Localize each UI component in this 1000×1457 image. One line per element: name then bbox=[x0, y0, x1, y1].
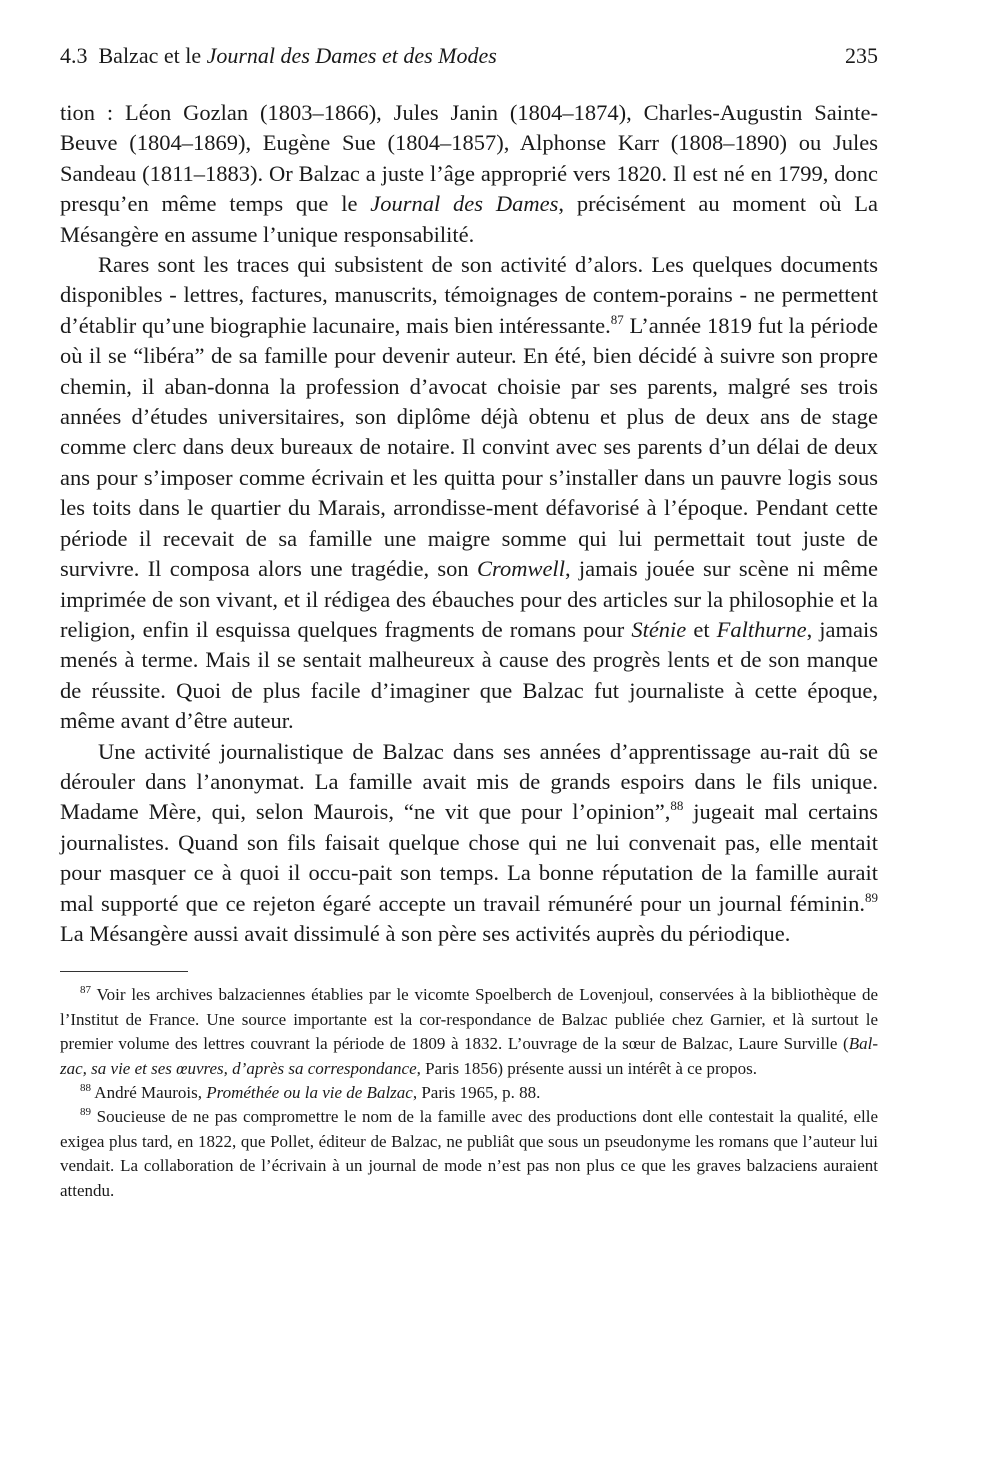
italic-text: Falthurne bbox=[716, 616, 807, 642]
page-number: 235 bbox=[845, 43, 878, 68]
footnote-ref: 88 bbox=[80, 1082, 91, 1094]
running-head bbox=[60, 42, 878, 70]
footnote-ref: 89 bbox=[865, 889, 878, 905]
text-run: jugeait mal certains journalistes. Quand son fils faisait quelque chose qui ne lui convenait pas, elle mentait pour masquer ce à quoi il occu-pait son temps. La bonne réputation de la famille aurait mal supporté que ce rejeton égaré accepte un travail rémunéré pour un journal féminin. bbox=[60, 799, 878, 916]
text-run: , précisément au moment où La Mésangère en assume l’unique responsabilité. bbox=[60, 191, 878, 247]
text-run: , Paris 1965, p. 88. bbox=[412, 1083, 541, 1102]
text-run: , jamais jouée sur scène ni même imprimée de son vivant, et il rédigea des ébauches pour des articles sur la philosophie et la religion, enfin il esquissa quelques fragments de romans pour bbox=[60, 556, 879, 642]
text-run: L’année 1819 fut la période où il se “libéra” de sa famille pour devenir auteur. En été, bien décidé à suivre son propre chemin, il aban-donna la profession d’avocat choisie par ses parents, malgré ses trois années d’études universitaires, son diplôme déjà obtenu et plus de deux ans de stage comme clerc dans deux bureaux de notaire. Il convint avec ses parents d’un délai de deux ans pour s’imposer comme écrivain et les quitta pour s’installer dans un pauvre logis sous les toits dans le quartier du Marais, arrondisse-ment défavorisé à l’époque. Pendant cette période il recevait de sa famille une maigre somme qui lui permettait tout juste de survivre. Il composa alors une tragédie, son bbox=[60, 312, 878, 582]
running-head-title bbox=[60, 42, 497, 70]
footnote-ref: 87 bbox=[80, 984, 91, 997]
text-run: tion : Léon Gozlan (1803–1866), Jules Janin (1804–1874), Charles-Augustin Sainte-Beuve (1804–1869), Eugène Sue (1804–1857), Alphonse Karr (1808–1890) ou Jules Sandeau (1811–1883). Or Balzac a juste l’âge approprié vers 1820. Il est né en 1799, donc presqu’en même temps que le bbox=[60, 100, 878, 217]
text-run: Rares sont les traces qui subsistent de son activité d’alors. Les quelques documents disponibles - lettres, factures, manuscrits, témoignages de contem-porains - ne permettent d’établir qu’une biographie lacunaire, mais bien intéressante. bbox=[60, 252, 878, 338]
main-text bbox=[60, 98, 878, 949]
footnote-ref: 88 bbox=[670, 798, 684, 814]
section-number: 4.3 bbox=[60, 43, 88, 68]
text-run: Voir les archives balzaciennes établies par le vicomte Spoelberch de Lovenjoul, conservées à la bibliothèque de l’Institut de France. Une source importante est la cor-respondance de Balzac publiée chez Garnier, et là surtout le premier volume des lettres couvrant la période de 1809 à 1832. L’ouvrage de la sœur de Balzac, Laure Surville ( bbox=[60, 985, 878, 1054]
paragraph bbox=[60, 98, 878, 250]
paragraph bbox=[60, 250, 878, 737]
italic-text: Bal-zac, sa vie et ses œuvres, d’après sa correspondance bbox=[60, 1034, 878, 1078]
section-title-italic: Journal des Dames et des Modes bbox=[206, 43, 497, 68]
italic-text: Journal des Dames bbox=[370, 191, 559, 217]
footnotes bbox=[60, 983, 878, 1203]
text-run: André Maurois, bbox=[91, 1083, 207, 1102]
footnote-separator bbox=[60, 971, 188, 972]
footnote-89 bbox=[60, 1105, 878, 1203]
text-run: Une activité journalistique de Balzac dans ses années d’apprentissage au-rait dû se dérouler dans l’anonymat. La famille avait mis de grands espoirs dans le fils unique. Madame Mère, qui, selon Maurois, “ne vit que pour l’opinion”, bbox=[60, 738, 878, 825]
footnote-ref: 87 bbox=[610, 311, 624, 327]
text-run: , Paris 1856) présente aussi un intérêt à ce propos. bbox=[416, 1058, 758, 1078]
paragraph bbox=[60, 737, 878, 950]
italic-text: Cromwell bbox=[477, 556, 565, 582]
italic-text: Sténie bbox=[631, 616, 687, 642]
text-run: , jamais menés à terme. Mais il se sentait malheureux à cause des progrès lents et de son manque de réussite. Quoi de plus facile d’imaginer que Balzac fut journaliste à cette époque, même avant d’être auteur. bbox=[60, 616, 879, 734]
footnote-88 bbox=[60, 1081, 878, 1105]
italic-text: Prométhée ou la vie de Balzac bbox=[206, 1083, 413, 1102]
footnote-87 bbox=[60, 983, 878, 1081]
book-page bbox=[60, 42, 878, 1203]
footnote-ref: 89 bbox=[80, 1106, 91, 1119]
section-prefix: Balzac et le bbox=[98, 43, 202, 68]
text-run: Soucieuse de ne pas compromettre le nom de la famille avec des productions dont elle contestait la qualité, elle exigea plus tard, en 1822, que Pollet, éditeur de Balzac, ne publiât que sous un pseudonyme les romans que l’auteur lui vendait. La collaboration de l’écrivain à un journal de mode n’est pas non plus ce que les graves balzaciens auraient attendu. bbox=[60, 1107, 878, 1200]
text-run: La Mésangère aussi avait dissimulé à son père ses activités auprès du périodique. bbox=[60, 920, 791, 946]
text-run: et bbox=[686, 616, 717, 642]
